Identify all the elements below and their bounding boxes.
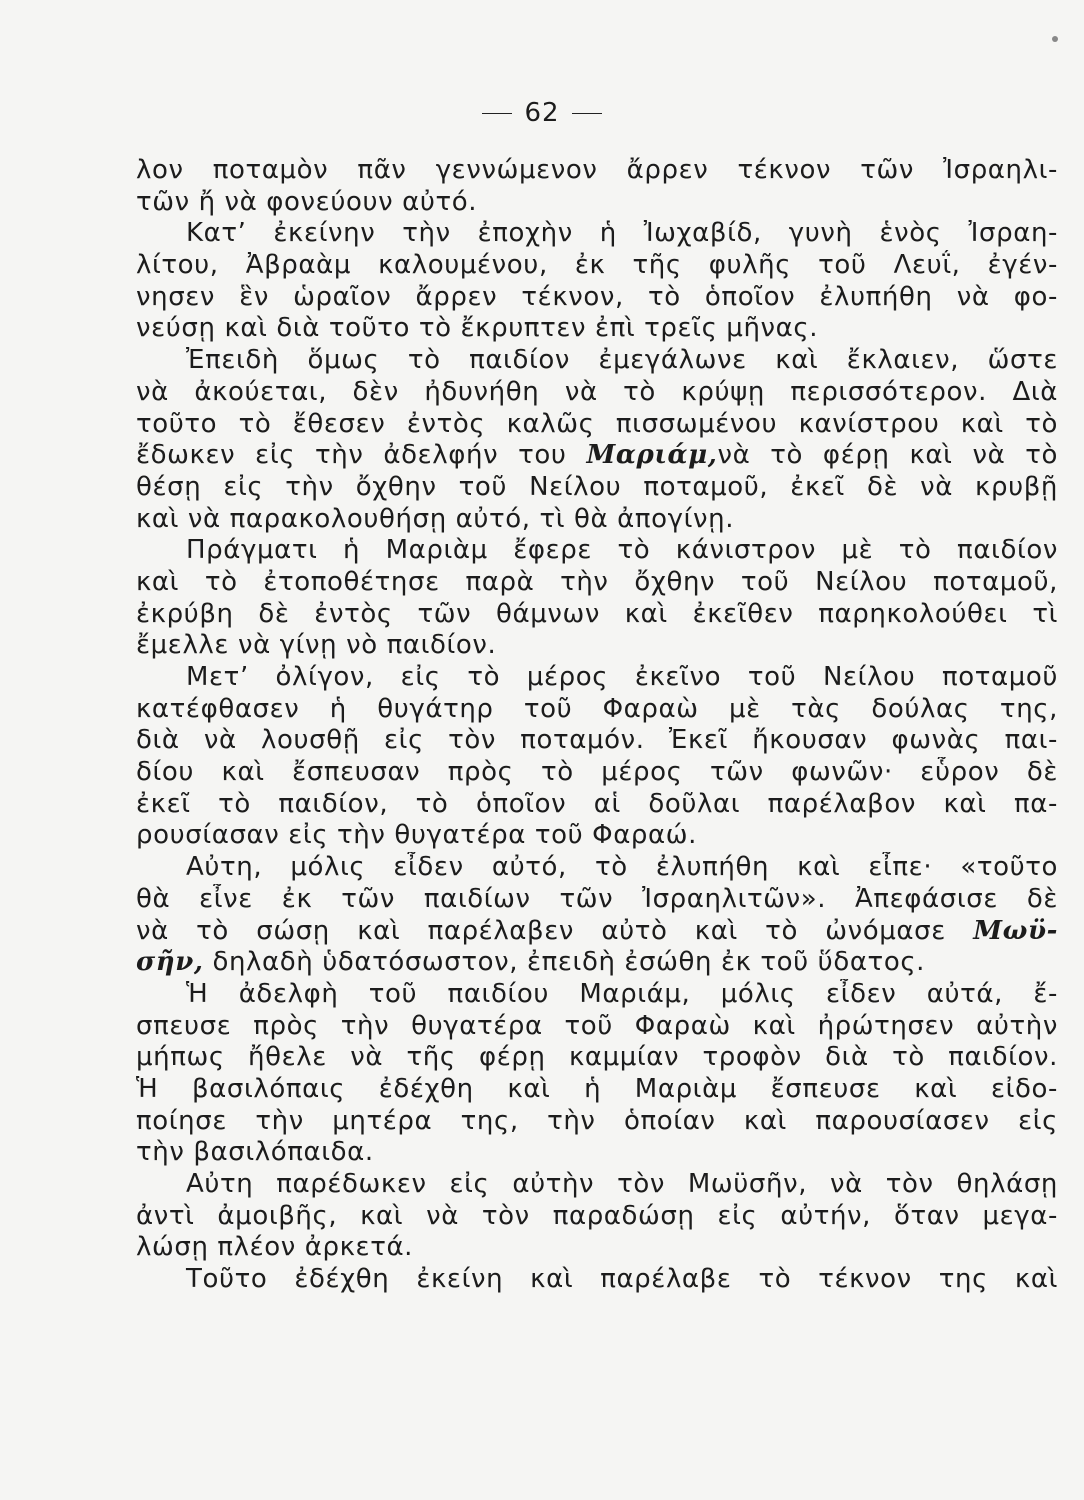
text-line: Κατ’ ἐκείνην τὴν ἐποχὴν ἡ Ἰωχαβίδ, γυνὴ ἑνὸς Ἰσραη- xyxy=(186,218,1058,249)
text-line: τῶν ἤ νὰ φονεύουν αὐτό. xyxy=(136,186,478,217)
text-line: λον ποταμὸν πᾶν γεννώμενον ἄρρεν τέκνον τῶν Ἰσραηλι- xyxy=(136,155,1058,185)
text-line: Ἡ ἀδελφὴ τοῦ παιδίου Μαριάμ, μόλις εἶδεν αὐτά, ἔ- xyxy=(186,978,1058,1009)
text-line: ἐκρύβη δὲ ἐντὸς τῶν θάμνων καὶ ἐκεῖθεν παρηκολούθει τὶ xyxy=(136,598,1058,629)
text-line: Ἐπειδὴ ὅμως τὸ παιδίον ἐμεγάλωνε καὶ ἔκλαιεν, ὥστε xyxy=(186,345,1058,376)
text-line xyxy=(136,916,1058,948)
text-segment: νὰ τὸ σώσῃ καὶ παρέλαβεν αὐτὸ καὶ τὸ ὠνόμασε xyxy=(136,915,974,946)
text-line: Αὐτη, μόλις εἶδεν αὐτό, τὸ ἐλυπήθη καὶ εἶπε· «τοῦτο xyxy=(186,852,1058,883)
text-line: σπευσε πρὸς τὴν θυγατέρα τοῦ Φαραὼ καὶ ἠρώτησεν αὐτὴν xyxy=(136,1010,1058,1041)
text-line: νεύσῃ καὶ διὰ τοῦτο τὸ ἔκρυπτεν ἐπὶ τρεῖς μῆνας. xyxy=(136,313,819,344)
page-number-value: 62 xyxy=(524,98,560,128)
page-number xyxy=(0,98,1084,128)
text-line xyxy=(136,947,1058,979)
text-line: Ἡ βασιλόπαις ἐδέχθη καὶ ἡ Μαριὰμ ἔσπευσε καὶ εἰδο- xyxy=(136,1073,1058,1104)
text-line: καὶ νὰ παρακολουθήσῃ αὐτό, τὶ θὰ ἀπογίνῃ. xyxy=(136,503,735,534)
text-line: τοῦτο τὸ ἔθεσεν ἐντὸς καλῶς πισσωμένου κανίστρου καὶ τὸ xyxy=(136,408,1058,439)
text-line: τὴν βασιλόπαιδα. xyxy=(136,1137,374,1168)
body-text xyxy=(136,155,1058,1296)
left-dash xyxy=(482,113,512,114)
text-line: ποίησε τὴν μητέρα της, τὴν ὁποίαν καὶ παρουσίασεν εἰς xyxy=(136,1105,1058,1136)
text-line: νησεν ἓν ὡραῖον ἄρρεν τέκνον, τὸ ὁποῖον ἐλυπήθη νὰ φο- xyxy=(136,281,1058,312)
text-segment: ἔδωκεν εἰς τὴν ἀδελφήν του xyxy=(136,440,587,471)
text-line: δίου καὶ ἔσπευσαν πρὸς τὸ μέρος τῶν φωνῶν· εὗρον δὲ xyxy=(136,757,1058,788)
text-line: κατέφθασεν ἡ θυγάτηρ τοῦ Φαραὼ μὲ τὰς δούλας της, xyxy=(136,693,1058,724)
text-line: ἀντὶ ἀμοιβῆς, καὶ νὰ τὸν παραδώσῃ εἰς αὐτήν, ὅταν μεγα- xyxy=(136,1200,1058,1231)
text-line: καὶ τὸ ἐτοποθέτησε παρὰ τὴν ὄχθην τοῦ Νείλου ποταμοῦ, xyxy=(136,566,1058,597)
text-segment: δηλαδὴ ὑδατόσωστον, ἐπειδὴ ἐσώθη ἐκ τοῦ ὕδατος. xyxy=(203,947,926,978)
text-line: μήπως ἤθελε νὰ τῆς φέρῃ καμμίαν τροφὸν διὰ τὸ παιδίον. xyxy=(136,1042,1058,1073)
text-line: Αὐτη παρέδωκεν εἰς αὐτὴν τὸν Μωϋσῆν, νὰ τὸν θηλάσῃ xyxy=(186,1169,1058,1199)
text-line: Μετ’ ὀλίγον, εἰς τὸ μέρος ἐκεῖνο τοῦ Νείλου ποταμοῦ xyxy=(186,662,1058,692)
text-line: διὰ νὰ λουσθῇ εἰς τὸν ποταμόν. Ἐκεῖ ἤκουσαν φωνὰς παι- xyxy=(136,725,1058,756)
text-line: Πράγματι ἡ Μαριὰμ ἔφερε τὸ κάνιστρον μὲ τὸ παιδίον xyxy=(186,535,1058,566)
text-line: θὰ εἶνε ἐκ τῶν παιδίων τῶν Ἰσραηλιτῶν». Ἀπεφάσισε δὲ xyxy=(136,883,1058,914)
text-line: λίτου, Ἀβραὰμ καλουμένου, ἐκ τῆς φυλῆς τοῦ Λευΐ, ἐγέν- xyxy=(136,250,1058,281)
text-line: νὰ ἀκούεται, δὲν ἠδυνήθη νὰ τὸ κρύψῃ περισσότερον. Διὰ xyxy=(136,376,1058,407)
page-speck xyxy=(1052,36,1058,42)
emphasized-name: Μωϋ- xyxy=(973,915,1058,946)
text-segment: νὰ τὸ φέρῃ καὶ νὰ τὸ xyxy=(717,440,1058,471)
text-line: ρουσίασαν εἰς τὴν θυγατέρα τοῦ Φαραώ. xyxy=(136,820,698,851)
emphasized-name: Μαριάμ, xyxy=(586,440,718,471)
emphasized-name: σῆν, xyxy=(136,947,204,978)
text-line: ἔμελλε νὰ γίνῃ νὸ παιδίον. xyxy=(136,630,497,661)
text-line: λώσῃ πλέον ἀρκετά. xyxy=(136,1232,414,1263)
text-line xyxy=(136,440,1058,472)
text-line: Τοῦτο ἐδέχθη ἐκείνη καὶ παρέλαβε τὸ τέκνον της καὶ xyxy=(186,1264,1058,1295)
text-line: θέσῃ εἰς τὴν ὄχθην τοῦ Νείλου ποταμοῦ, ἐκεῖ δὲ νὰ κρυβῇ xyxy=(136,471,1058,502)
right-dash xyxy=(572,113,602,114)
text-line: ἐκεῖ τὸ παιδίον, τὸ ὁποῖον αἱ δοῦλαι παρέλαβον καὶ πα- xyxy=(136,788,1058,819)
